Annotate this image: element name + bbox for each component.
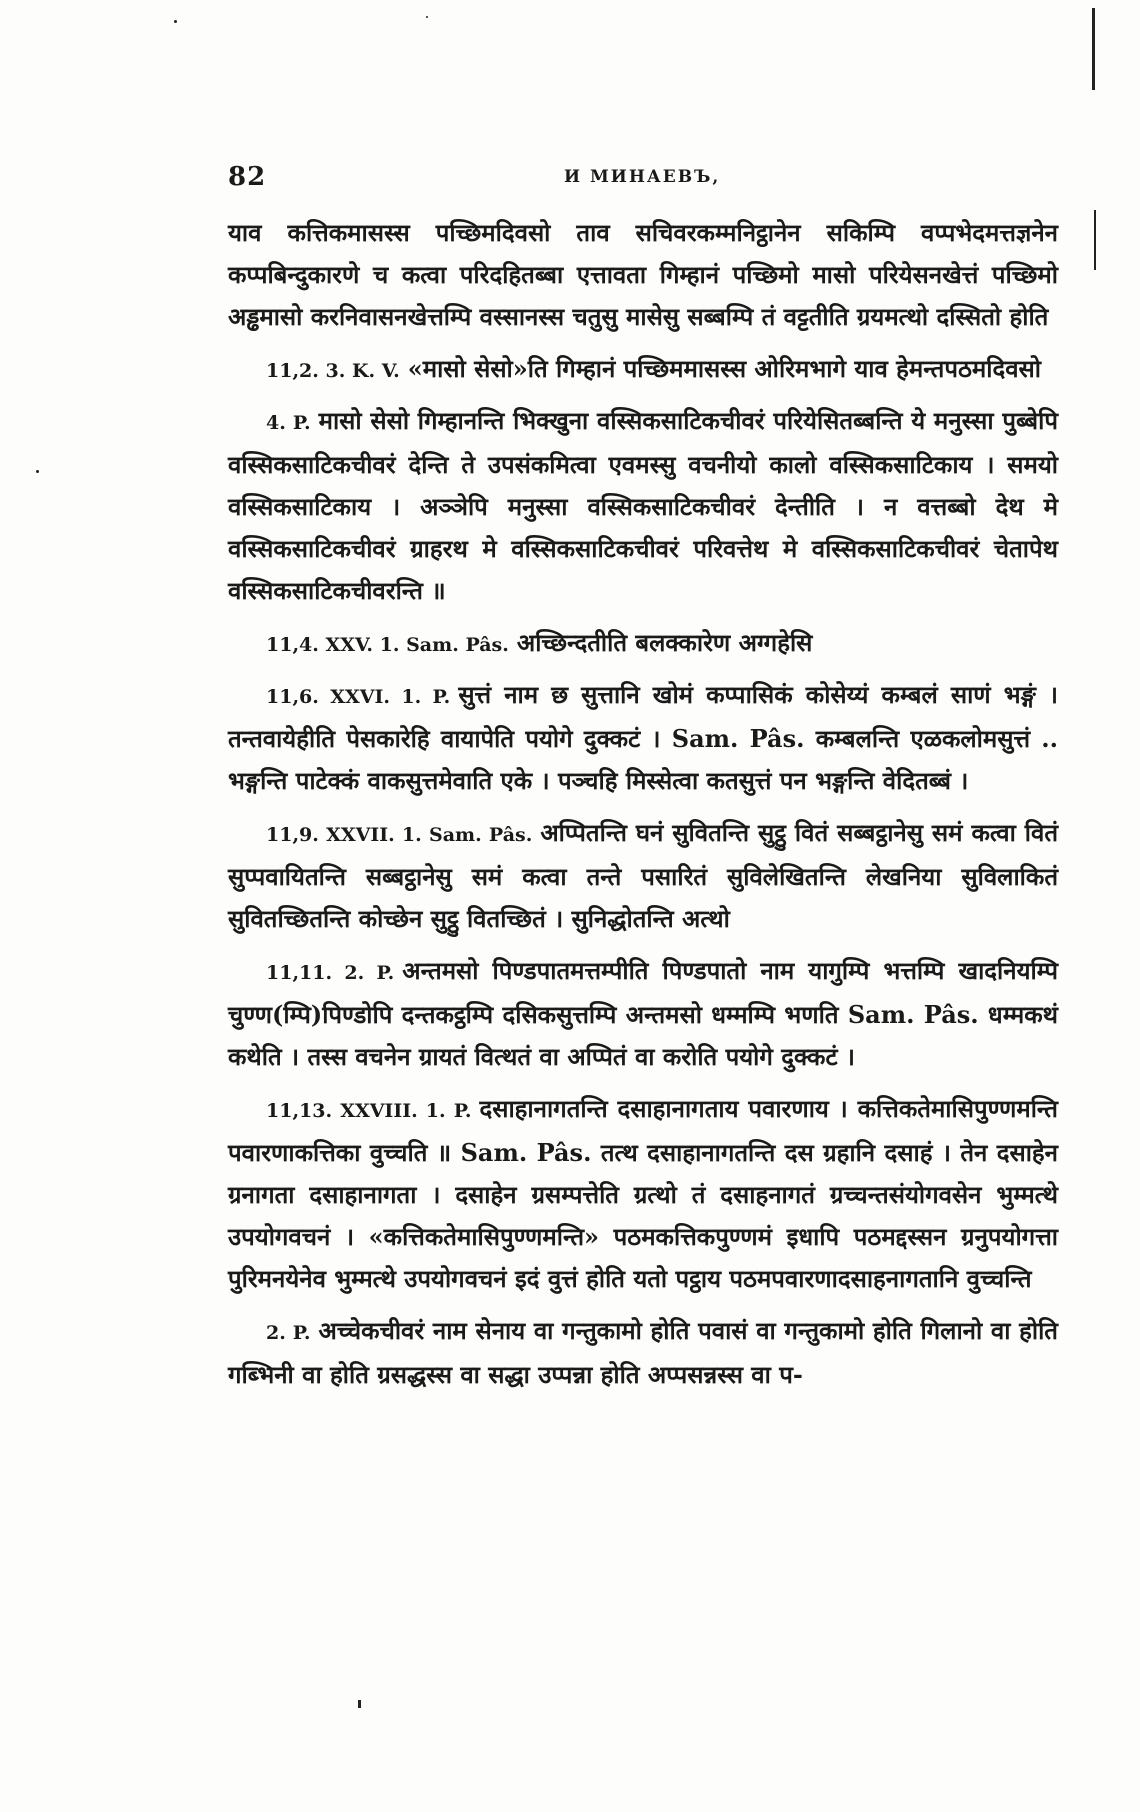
paragraph-text: «मासो सेसो»ति गिम्हानं पच्छिममासस्स ओरिमभागे याव हेमन्तपठमदिवसो (407, 354, 1041, 383)
paragraph-text: अच्चेकचीवरं नाम सेनाय वा गन्तुकामो होति पवासं वा गन्तुकामो होति गिलानो वा होति गब्भिनी वा होति ग्रसद्धस्स वा सद्धा उप्पन्ना होति अप्पसन्नस्स वा प- (228, 1316, 1058, 1389)
page-header (228, 162, 1058, 202)
scan-speck (358, 1700, 361, 1708)
paragraph-text: मासो सेसो गिम्हानन्ति भिक्खुना वस्सिकसाटिकचीवरं परियेसितब्बन्ति ये मनुस्सा पुब्बेपि वस्सिकसाटिकचीवरं देन्ति ते उपसंकमित्वा एवमस्सु वचनीयो कालो वस्सिकसाटिकाय । समयो वस्सिकसाटिकाय । अञ्ञेपि मनुस्सा वस्सिकसाटिकचीवरं देन्तीति । न वत्तब्बो देथ मे वस्सिकसाटिकचीवरं ग्राहरथ मे वस्सिकसाटिकचीवरं परिवत्तेथ मे वस्सिकसाटिकचीवरं चेतापेथ वस्सिकसाटिकचीवरन्ति ॥ (228, 406, 1058, 605)
running-head: И МИНАЕВЪ, (564, 167, 721, 187)
paragraph (228, 212, 1058, 338)
line-reference: 11,2. 3. K. V. (266, 360, 400, 382)
line-reference: 11,9. XXVII. 1. Sam. Pâs. (266, 824, 533, 846)
scan-edge-mark (1094, 210, 1096, 270)
line-reference: 11,4. XXV. 1. Sam. Pâs. (266, 634, 509, 656)
paragraph-text: अच्छिन्दतीति बलक्कारेण अग्गहेसि (516, 628, 813, 657)
paragraph-text: अप्पितन्ति घनं सुवितन्ति सुट्ठु वितं सब्बट्ठानेसु समं कत्वा वितं सुप्पवायितन्ति सब्बट्ठानेसु समं कत्वा तन्ते पसारितं सुविलेखितन्ति लेखनिया सुविलाकितं सुवितच्छितन्ति कोच्छेन सुट्ठु वितच्छितं । सुनिद्धोतन्ति अत्थो (228, 818, 1058, 933)
scan-edge-mark (1092, 8, 1095, 90)
paragraph (228, 348, 1058, 392)
paragraph (228, 1088, 1058, 1300)
paragraph-text: दसाहानागतन्ति दसाहानागताय पवारणाय । कत्तिकतेमासिपुण्णमन्ति पवारणाकत्तिका वुच्चति ॥ Sam. Pâs. तत्थ दसाहानागतन्ति दस ग्रहानि दसाहं । तेन दसाहेन ग्रनागता दसाहानागता । दसाहेन ग्रसम्पत्तेति ग्रत्थो तं दसाहनागतं ग्रच्चन्तसंयोगवसेन भुम्मत्थे उपयोगवचनं । «कत्तिकतेमासिपुण्णमन्ति» पठमकत्तिकपुण्णमं इधापि पठमद्दस्सन ग्रनुपयोगत्ता पुरिमनयेनेव भुम्मत्थे उपयोगवचनं इदं वुत्तं होति यतो पट्ठाय पठमपवारणादसाहनागतानि वुच्चन्ति (228, 1094, 1058, 1293)
body-text (228, 212, 1058, 1406)
paragraph (228, 950, 1058, 1078)
scan-speck (426, 16, 428, 18)
paragraph (228, 812, 1058, 940)
paragraph (228, 1310, 1058, 1396)
line-reference: 11,13. XXVIII. 1. P. (266, 1100, 472, 1122)
scan-speck (174, 20, 177, 23)
paragraph (228, 674, 1058, 802)
paragraph-text: सुत्तं नाम छ सुत्तानि खोमं कप्पासिकं कोसेय्यं कम्बलं साणं भङ्गं । तन्तवायेहीति पेसकारेहि वायापेति पयोगे दुक्कटं । Sam. Pâs. कम्बलन्ति एळकलोमसुत्तं .. भङ्गन्ति पाटेक्कं वाकसुत्तमेवाति एके । पञ्चहि मिस्सेत्वा कतसुत्तं पन भङ्गन्ति वेदितब्बं । (228, 680, 1059, 795)
scan-speck (36, 470, 39, 473)
paragraph-text: अन्तमसो पिण्डपातमत्तम्पीति पिण्डपातो नाम यागुम्पि भत्तम्पि खादनियम्पि चुण्ण(म्पि)पिण्डोपि दन्तकट्ठम्पि दसिकसुत्तम्पि अन्तमसो धम्मम्पि भणति Sam. Pâs. धम्मकथं कथेति । तस्स वचनेन ग्रायतं वित्थतं वा अप्पितं वा करोति पयोगे दुक्कटं । (228, 956, 1058, 1071)
line-reference: 11,11. 2. P. (266, 962, 395, 984)
paragraph (228, 400, 1058, 612)
line-reference: 2. P. (266, 1322, 311, 1344)
page-number: 82 (228, 162, 267, 192)
line-reference: 11,6. XXVI. 1. P. (266, 686, 451, 708)
line-reference: 4. P. (266, 412, 311, 434)
paragraph-text: याव कत्तिकमासस्स पच्छिमदिवसो ताव सचिवरकम्मनिट्ठानेन सकिम्पि वप्पभेदमत्तज्ञनेन कप्पबिन्दुकारणे च कत्वा परिदहितब्बा एत्तावता गिम्हानं पच्छिमो मासो परियेसनखेत्तं पच्छिमो अड्ढमासो करनिवासनखेत्तम्पि वस्सानस्स चतुसु मासेसु सब्बम्पि तं वट्टतीति ग्रयमत्थो दस्सितो होति (228, 218, 1058, 331)
paragraph (228, 622, 1058, 666)
